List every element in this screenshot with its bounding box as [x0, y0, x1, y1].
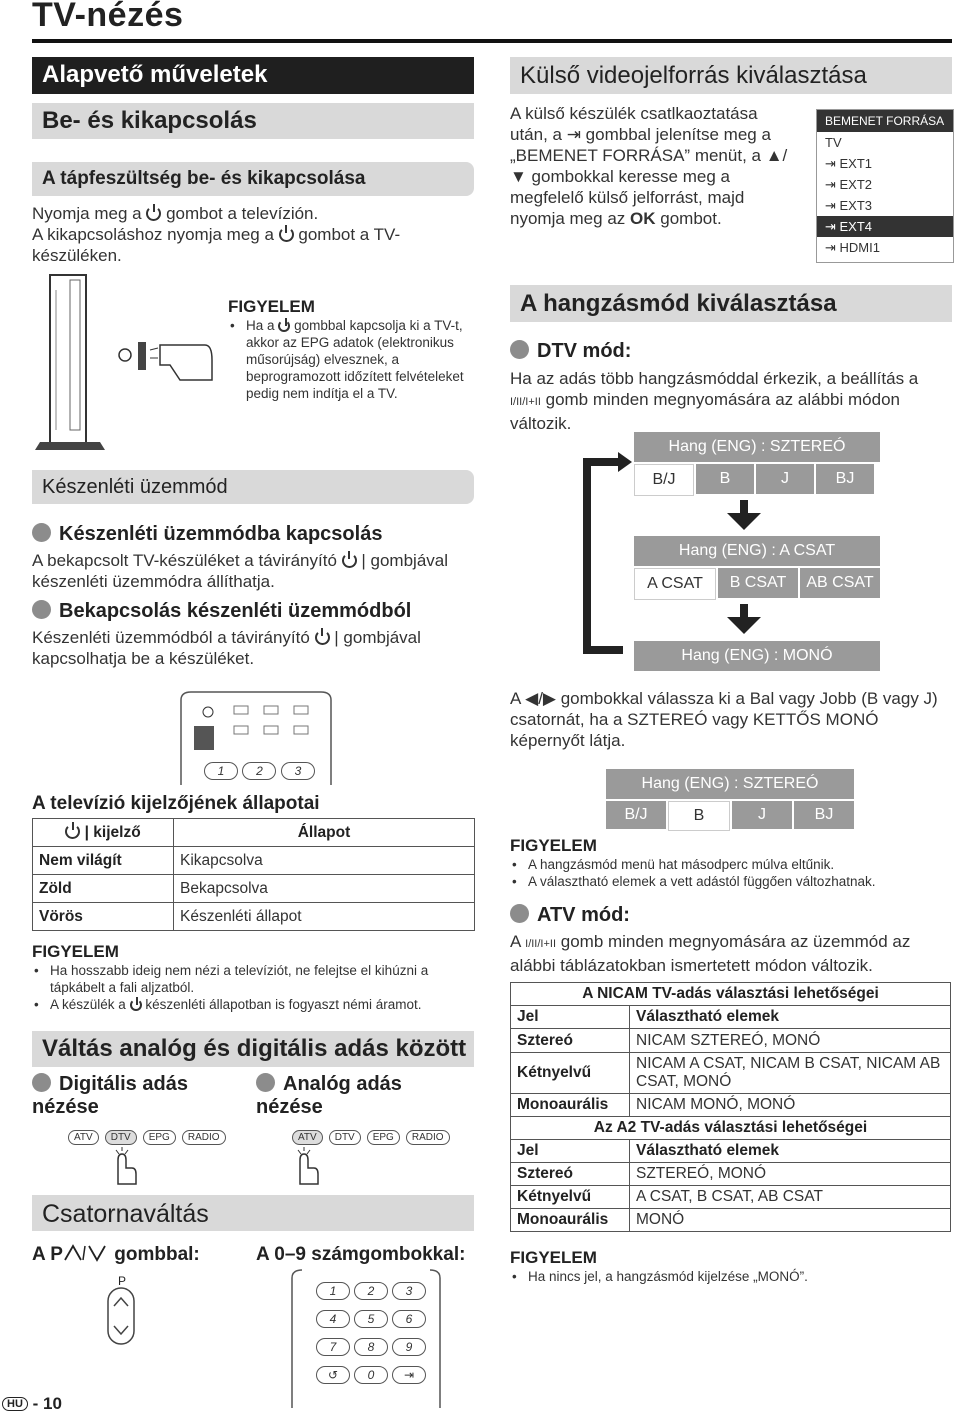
power-icon	[130, 999, 142, 1011]
source-item-tv[interactable]: TV	[825, 135, 842, 150]
option-bj: B/J	[606, 801, 666, 829]
bullet-dot	[510, 340, 529, 359]
atv-button[interactable]: ATV	[68, 1130, 99, 1145]
key-2[interactable]: 2	[242, 762, 276, 780]
flow-a-csat-label: Hang (ENG) : A CSAT	[634, 536, 880, 566]
input-source-header: BEMENET FORRÁSA	[817, 110, 953, 132]
flow-loop-top	[583, 458, 623, 466]
note-power: FIGYELEM • Ha a gombbal kapcsolja ki a TV-t, akkor az EPG adatok (elektronikus műsorújság) elvesznek, a beprogramozott időzített felvételeket pedig nem indítja el a TV.	[228, 297, 478, 402]
flow-stereo-label: Hang (ENG) : SZTEREÓ	[634, 432, 880, 462]
flashback-key[interactable]: ↺	[316, 1366, 350, 1384]
input-source-menu	[816, 109, 954, 263]
key-1[interactable]: 1	[204, 762, 238, 780]
hand-press-icon	[290, 1146, 320, 1186]
channel-p-label: A P gombbal:	[32, 1244, 200, 1265]
sound-mode-icon: I/II/I+II	[525, 938, 557, 950]
source-item-ext2[interactable]: ⇥ EXT2	[825, 177, 873, 192]
section-heading-basic: Alapvető műveletek	[32, 57, 474, 94]
sound-mode-icon: I/II/I+II	[510, 396, 541, 408]
key-7[interactable]: 7	[316, 1338, 350, 1356]
bullet-dot	[510, 904, 529, 923]
option-bj-both: BJ	[794, 801, 854, 829]
standby-section: Készenléti üzemmódba kapcsolás A bekapcsolt TV-készüléket a távirányító | gombjával készenléti üzemmódra állíthatja. Bekapcsolás készenléti üzemmódból Készenléti üzemmódból a távirányító | gombjával kapcsolhatja be a készüléket.	[32, 523, 449, 668]
nicam-table: A NICAM TV-adás választási lehetőségei Jel Választható elemek Sztereó NICAM SZTEREÓ, MONÓ Kétnyelvű NICAM A CSAT, NICAM B CSAT, NICAM AB CSAT, MONÓ Monoaurális NICAM MONÓ, MONÓ Az A2 TV-adás választási lehetőségei Jel Választható elemek Sztereó SZTEREÓ, MONÓ Kétnyelvű A CSAT, B CSAT, AB CSAT Monoaurális MONÓ	[510, 982, 951, 1232]
power-icon	[65, 824, 80, 839]
power-text: Nyomja meg a gombot a televízión. A kikapcsoláshoz nyomja meg a gombot a TV- készüléken.	[32, 204, 401, 265]
atv-mode-title: ATV mód:	[510, 904, 630, 927]
radio-button[interactable]: RADIO	[182, 1130, 226, 1145]
key-6[interactable]: 6	[392, 1310, 426, 1328]
external-source-text: A külső készülék csatlkaoztatása után, a ⇥ gombbal jelenítse meg a „BEMENET FORRÁSA” menüt, a ▲/▼ gombokkal keresse meg a megfelelő külső jelforrást, majd nyomja meg az OK gombot.	[510, 104, 788, 228]
power-icon	[279, 227, 294, 242]
source-item-ext3[interactable]: ⇥ EXT3	[825, 198, 873, 213]
bullet-dot	[32, 1073, 51, 1092]
heading-switch: Váltás analóg és digitális adás között	[32, 1031, 474, 1067]
hand-press-icon	[108, 1146, 138, 1186]
title-rule	[32, 39, 952, 43]
flow-arrow-down	[727, 513, 761, 530]
channel-num-label: A 0–9 számgombokkal:	[256, 1244, 466, 1265]
digital-buttons	[68, 1127, 232, 1145]
source-item-hdmi1[interactable]: ⇥ HDMI1	[825, 240, 880, 255]
option-j: J	[732, 801, 792, 829]
page-title: TV-nézés	[32, 0, 184, 34]
p-rocker-key[interactable]	[106, 1286, 136, 1346]
analog-buttons	[292, 1127, 456, 1145]
atv-button[interactable]: ATV	[292, 1130, 323, 1145]
remote-number-row	[204, 762, 315, 780]
source-item-ext4[interactable]: ⇥ EXT4	[817, 216, 953, 237]
flow-arrow-shaft	[740, 500, 748, 514]
power-icon	[278, 320, 290, 332]
note-sound-mode: FIGYELEM • A hangzásmód menü hat másodperc múlva eltűnik. • A választható elemek a vett adástól függően változhatnak.	[510, 836, 950, 890]
key-8[interactable]: 8	[354, 1338, 388, 1356]
chevron-up-down-icon	[63, 1244, 109, 1262]
example-stereo-options	[606, 801, 854, 831]
option-b-csat: B CSAT	[718, 568, 798, 598]
bullet-dot	[32, 523, 51, 542]
input-key[interactable]: ⇥	[392, 1366, 426, 1384]
flow-loop-arrowhead	[618, 452, 632, 472]
flow-loop-bottom	[583, 646, 623, 654]
dtv-mode-text: Ha az adás több hangzásmóddal érkezik, a beállítás a I/II/I+II gomb minden megnyomására az alábbi módon változik.	[510, 369, 919, 433]
power-icon	[315, 630, 330, 645]
flow-a-csat-options	[634, 568, 880, 600]
option-ab-csat: AB CSAT	[800, 568, 880, 598]
key-2[interactable]: 2	[354, 1282, 388, 1300]
tv-side-illustration	[30, 270, 220, 460]
flow-stereo-options	[634, 464, 874, 496]
keypad	[316, 1282, 436, 1384]
key-5[interactable]: 5	[354, 1310, 388, 1328]
key-1[interactable]: 1	[316, 1282, 350, 1300]
option-bj-both: BJ	[816, 464, 874, 494]
dtv-button[interactable]: DTV	[105, 1130, 137, 1145]
lang-badge: HU	[2, 1397, 28, 1411]
page-number: - 10	[32, 1394, 62, 1413]
flow-arrow-shaft	[740, 604, 748, 618]
power-icon	[146, 206, 161, 221]
digital-title: Digitális adás nézése	[32, 1073, 188, 1118]
epg-button[interactable]: EPG	[143, 1130, 176, 1145]
note-no-signal: FIGYELEM • Ha nincs jel, a hangzásmód kijelzése „MONÓ”.	[510, 1248, 950, 1285]
source-item-ext1[interactable]: ⇥ EXT1	[825, 156, 873, 171]
radio-button[interactable]: RADIO	[406, 1130, 450, 1145]
power-icon	[342, 553, 357, 568]
atv-mode-text: A I/II/I+II gomb minden megnyomására az üzemmód az alábbi táblázatokban ismertetett módon változik.	[510, 932, 911, 975]
heading-external-source: Külső videojelforrás kiválasztása	[510, 57, 952, 94]
flow-mono-label: Hang (ENG) : MONÓ	[634, 641, 880, 671]
display-status-table: | kijelző Állapot Nem világít Kikapcsolva Zöld Bekapcsolva Vörös Készenléti állapot	[32, 818, 475, 931]
key-4[interactable]: 4	[316, 1310, 350, 1328]
flow-loop-bracket	[583, 458, 591, 654]
key-3[interactable]: 3	[281, 762, 315, 780]
dtv-mode-title: DTV mód:	[510, 340, 631, 363]
heading-on-off: Be- és kikapcsolás	[32, 103, 474, 139]
analog-title: Analóg adás nézése	[256, 1073, 402, 1118]
key-0[interactable]: 0	[354, 1366, 388, 1384]
heading-channel: Csatornaváltás	[32, 1195, 474, 1231]
p-key-label: P	[118, 1274, 127, 1288]
note-display: FIGYELEM • Ha hosszabb ideig nem nézi a televíziót, ne felejtse el kihúzni a tápkábelt a fali aljzatból. • A készülék a készenléti állapotban is fogyaszt némi áramot.	[32, 942, 472, 1013]
option-b: B	[696, 464, 754, 494]
option-bj: B/J	[634, 464, 694, 496]
bullet-dot	[256, 1073, 275, 1092]
flow-arrow-down	[727, 617, 761, 634]
option-a-csat: A CSAT	[634, 568, 716, 600]
display-table-title: A televízió kijelzőjének állapotai	[32, 793, 320, 814]
heading-standby: Készenléti üzemmód	[32, 470, 474, 504]
option-j: J	[756, 464, 814, 494]
bullet-dot	[32, 600, 51, 619]
dtv-button[interactable]: DTV	[329, 1130, 361, 1145]
page-footer	[2, 1394, 62, 1414]
heading-power: A tápfeszültség be- és kikapcsolása	[32, 162, 474, 196]
option-b: B	[668, 801, 730, 831]
left-right-text: A ◀/▶ gombokkal válassza ki a Bal vagy Jobb (B vagy J) csatornát, ha a SZTEREÓ vagy KETTŐS MONÓ képernyőt látja.	[510, 689, 938, 750]
heading-sound-mode: A hangzásmód kiválasztása	[510, 285, 952, 322]
example-stereo-label: Hang (ENG) : SZTEREÓ	[606, 769, 854, 799]
epg-button[interactable]: EPG	[367, 1130, 400, 1145]
key-3[interactable]: 3	[392, 1282, 426, 1300]
key-9[interactable]: 9	[392, 1338, 426, 1356]
